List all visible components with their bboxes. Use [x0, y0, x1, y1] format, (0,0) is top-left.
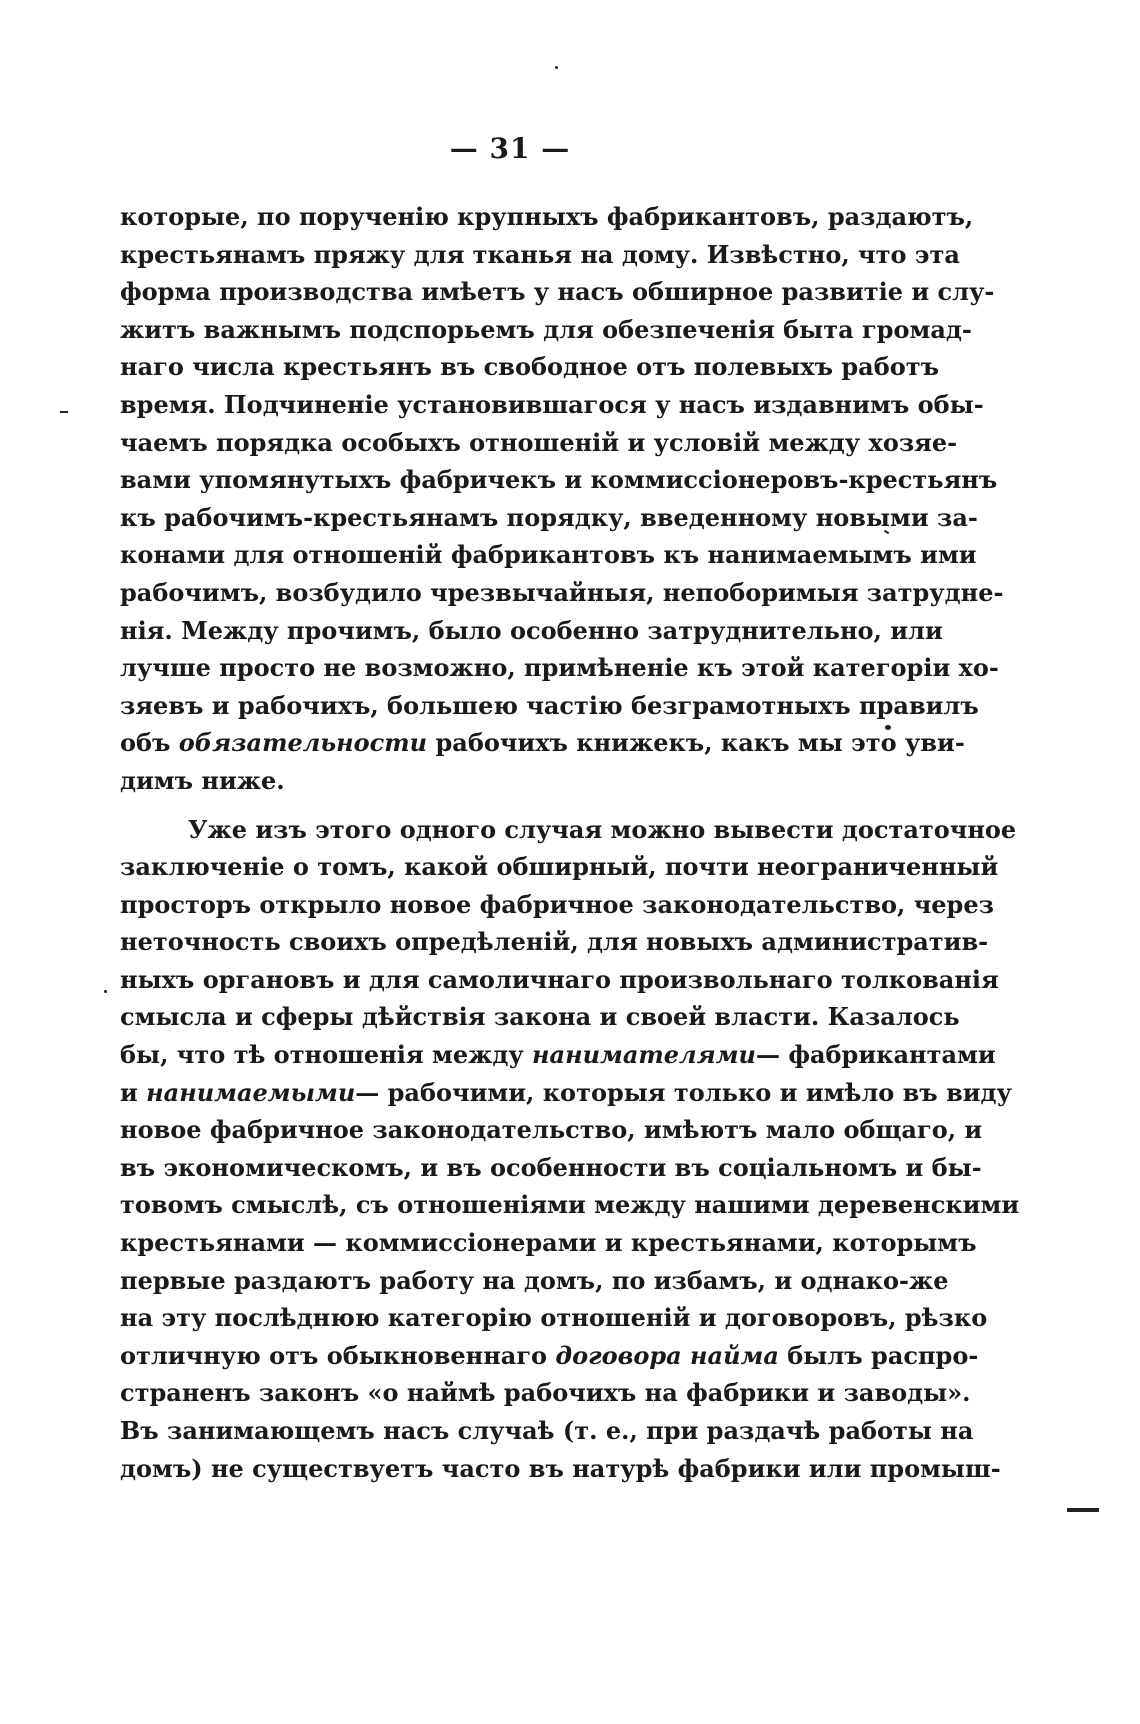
text-run: — фабрикантами — [756, 1040, 996, 1070]
text-line: конами для отношеній фабрикантовъ къ нанимаемымъ ими — [120, 540, 977, 570]
text-line: домъ) не существуетъ часто въ натурѣ фабрики или промыш- — [120, 1453, 1001, 1483]
emphasis-text: нанимателями — [532, 1040, 756, 1070]
body-text — [120, 198, 1020, 1487]
text-line: смысла и сферы дѣйствія закона и своей власти. Казалось — [120, 1002, 960, 1032]
text-line: неточность своихъ опредѣленій, для новыхъ административ- — [120, 927, 989, 957]
speck-mark — [104, 990, 107, 993]
text-run: рабочихъ книжекъ, какъ мы это уви- — [427, 728, 965, 758]
text-line — [120, 724, 965, 762]
text-line: крестьянамъ пряжу для тканья на дому. Извѣстно, что эта — [120, 239, 960, 269]
text-line: страненъ законъ «о наймѣ рабочихъ на фабрики и заводы». — [120, 1378, 971, 1408]
text-line: рабочимъ, возбудило чрезвычайныя, непоборимыя затрудне- — [120, 577, 1004, 607]
text-line: вами упомянутыхъ фабричекъ и коммиссіонеровъ-крестьянъ — [120, 465, 998, 495]
paragraph-1 — [120, 198, 1004, 800]
text-line: лучше просто не возможно, примѣненіе къ этой категоріи хо- — [120, 653, 999, 683]
margin-mark — [60, 411, 68, 413]
text-line: время. Подчиненіе установившагося у насъ издавнимъ обы- — [120, 389, 984, 419]
text-run: былъ распро- — [778, 1340, 979, 1370]
text-line: нія. Между прочимъ, было особенно затруднительно, или — [120, 615, 943, 645]
text-run: отличную отъ обыкновеннаго — [120, 1340, 556, 1370]
text-line: житъ важнымъ подспорьемъ для обезпеченія быта громад- — [120, 314, 972, 344]
paragraph-2 — [120, 811, 1020, 1488]
text-line: въ экономическомъ, и въ особенности въ соціальномъ и бы- — [120, 1152, 982, 1182]
text-line: товомъ смыслѣ, съ отношеніями между нашими деревенскими — [120, 1190, 1020, 1220]
text-line: зяевъ и рабочихъ, большею частію безграмотныхъ правилъ — [120, 690, 979, 720]
speck-mark — [555, 66, 558, 69]
margin-mark — [1067, 1508, 1099, 1512]
text-line: чаемъ порядка особыхъ отношеній и условій между хозяе- — [120, 427, 958, 457]
text-line — [120, 1074, 1012, 1112]
text-line: ныхъ органовъ и для самоличнаго произвольнаго толкованія — [120, 964, 999, 994]
page-number: — 31 — — [449, 132, 571, 165]
text-line: заключеніе о томъ, какой обширный, почти неограниченный — [120, 852, 999, 882]
text-line: димъ ниже. — [120, 765, 285, 795]
text-line — [120, 1036, 996, 1074]
text-line: просторъ открыло новое фабричное законодательство, через — [120, 889, 994, 919]
text-line: къ рабочимъ-крестьянамъ порядку, введенному новыми за- — [120, 502, 978, 532]
emphasis-text: нанимаемыми — [146, 1077, 356, 1107]
text-line: которые, по порученію крупныхъ фабрикантовъ, раздаютъ, — [120, 202, 974, 231]
text-line: первые раздаютъ работу на домъ, по избамъ, и однако-же — [120, 1265, 949, 1295]
text-line: Въ занимающемъ насъ случаѣ (т. е., при раздачѣ работы на — [120, 1416, 974, 1445]
emphasis-text: договора найма — [555, 1340, 779, 1370]
text-run: и — [120, 1077, 147, 1107]
text-line: крестьянами — коммиссіонерами и крестьянами, которымъ — [120, 1228, 977, 1258]
text-line: на эту послѣднюю категорію отношеній и договоровъ, рѣзко — [120, 1303, 988, 1333]
text-line: форма производства имѣетъ у насъ обширное развитіе и слу- — [120, 277, 995, 307]
text-line: наго числа крестьянъ въ свободное отъ полевыхъ работъ — [120, 352, 940, 382]
text-line — [120, 1337, 979, 1375]
text-run: объ — [120, 728, 179, 758]
emphasis-text: обязательности — [178, 728, 428, 758]
text-run: бы, что тѣ отношенія между — [120, 1040, 533, 1070]
text-run: — рабочими, которыя только и имѣло въ виду — [355, 1077, 1012, 1107]
text-line: Уже изъ этого одного случая можно вывести достаточное — [188, 814, 1017, 844]
text-line: новое фабричное законодательство, имѣютъ мало общаго, и — [120, 1115, 983, 1145]
paragraph-gap — [120, 800, 915, 811]
